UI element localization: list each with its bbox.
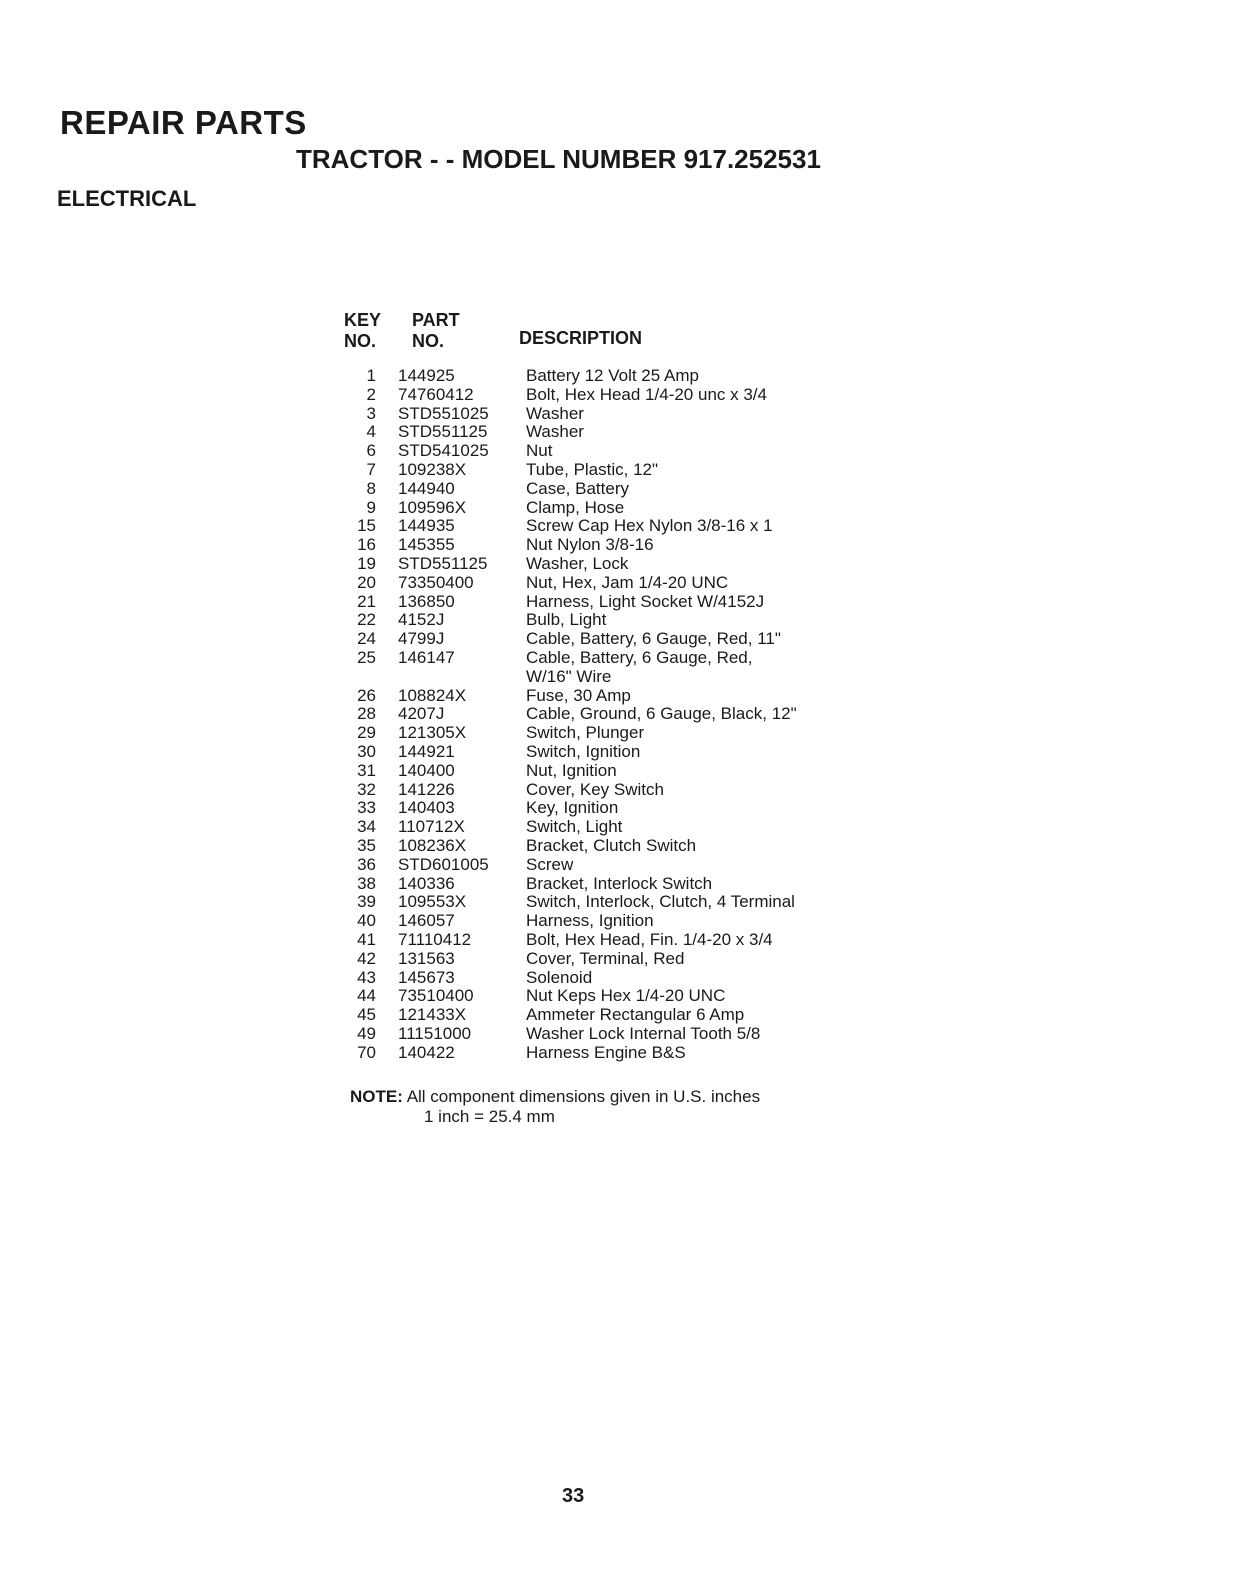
key-number: 2 (366, 384, 376, 404)
part-description: Cable, Battery, 6 Gauge, Red, W/16" Wire (526, 647, 753, 686)
part-description: Switch, Ignition (526, 741, 641, 761)
note-text: All component dimensions given in U.S. inches (406, 1087, 761, 1106)
part-description: Washer Lock Internal Tooth 5/8 (526, 1023, 761, 1043)
table-row (330, 423, 890, 442)
table-row (330, 875, 890, 894)
part-description: Harness, Ignition (526, 911, 654, 931)
part-description: Harness, Light Socket W/4152J (526, 591, 765, 611)
part-number: 109238X (398, 459, 467, 479)
part-number: 145355 (398, 535, 455, 555)
part-number: 140403 (398, 798, 455, 818)
table-row (330, 611, 890, 630)
part-number: 109553X (398, 892, 467, 912)
table-row (330, 799, 890, 818)
key-number: 35 (357, 835, 376, 855)
key-number: 29 (357, 723, 376, 743)
part-number: 4799J (398, 629, 445, 649)
table-row (330, 837, 890, 856)
part-number: STD551125 (398, 422, 488, 442)
part-description: Bolt, Hex Head 1/4-20 unc x 3/4 (526, 384, 767, 404)
table-row (330, 517, 890, 536)
part-number: 136850 (398, 591, 455, 611)
part-description: Switch, Plunger (526, 723, 645, 743)
key-number: 41 (357, 929, 376, 949)
part-description: Washer (526, 403, 584, 423)
part-number: 71110412 (398, 929, 472, 949)
part-number: 73350400 (398, 572, 474, 592)
key-number: 70 (357, 1042, 376, 1062)
table-row (330, 893, 890, 912)
model-number-heading: TRACTOR - - MODEL NUMBER 917.252531 (296, 144, 821, 174)
part-description: Ammeter Rectangular 6 Amp (526, 1005, 745, 1025)
table-row (330, 987, 890, 1006)
section-heading: ELECTRICAL (57, 186, 197, 211)
table-row (330, 856, 890, 875)
part-number: 144935 (398, 516, 455, 536)
part-description: Fuse, 30 Amp (526, 685, 631, 705)
part-number: 108824X (398, 685, 467, 705)
table-row (330, 912, 890, 931)
table-row (330, 555, 890, 574)
key-number: 26 (357, 685, 376, 705)
key-number: 24 (357, 629, 376, 649)
part-description: Nut, Ignition (526, 760, 617, 780)
key-number: 3 (366, 403, 376, 423)
table-row (330, 574, 890, 593)
table-row (330, 705, 890, 724)
part-description: Harness Engine B&S (526, 1042, 686, 1062)
part-number: 144940 (398, 478, 455, 498)
part-number: STD541025 (398, 441, 489, 461)
key-number: 22 (357, 610, 376, 630)
part-no-header-line1: PART (412, 310, 460, 330)
table-row (330, 442, 890, 461)
table-row (330, 950, 890, 969)
table-row (330, 931, 890, 950)
note-label: NOTE: (350, 1087, 403, 1106)
part-number: 146147 (398, 647, 455, 667)
part-number: 141226 (398, 779, 455, 799)
table-row (330, 536, 890, 555)
table-row (330, 687, 890, 706)
part-number: 121433X (398, 1005, 467, 1025)
key-number: 19 (357, 553, 376, 573)
part-description: Washer (526, 422, 584, 442)
table-row (330, 405, 890, 424)
part-description: Cover, Terminal, Red (526, 948, 685, 968)
key-number: 25 (357, 647, 376, 667)
table-row (330, 724, 890, 743)
part-number: 73510400 (398, 986, 474, 1006)
table-row (330, 461, 890, 480)
table-row (330, 743, 890, 762)
part-number: 144925 (398, 366, 455, 385)
part-description: Switch, Light (526, 817, 623, 837)
part-number: 4207J (398, 704, 445, 724)
table-row (330, 1006, 890, 1025)
part-description: Washer, Lock (526, 553, 629, 573)
table-row (330, 499, 890, 518)
key-number: 42 (357, 948, 376, 968)
part-number: 140400 (398, 760, 455, 780)
parts-list (330, 367, 890, 1062)
table-row (330, 818, 890, 837)
part-number: 144921 (398, 741, 455, 761)
part-description: Screw (526, 854, 574, 874)
part-description: Screw Cap Hex Nylon 3/8-16 x 1 (526, 516, 773, 536)
key-number: 4 (366, 422, 376, 442)
part-no-header-line2: NO. (412, 331, 445, 351)
key-number: 40 (357, 911, 376, 931)
table-row (330, 630, 890, 649)
key-number: 39 (357, 892, 376, 912)
key-number: 6 (366, 441, 376, 461)
table-row (330, 593, 890, 612)
table-row (330, 781, 890, 800)
part-number: 109596X (398, 497, 467, 517)
key-number: 32 (357, 779, 376, 799)
part-number: 146057 (398, 911, 455, 931)
part-description: Switch, Interlock, Clutch, 4 Terminal (526, 892, 795, 912)
key-number: 43 (357, 967, 376, 987)
table-row (330, 367, 890, 386)
key-number: 21 (357, 591, 376, 611)
note-conversion: 1 inch = 25.4 mm (424, 1107, 555, 1126)
part-number: 74760412 (398, 384, 474, 404)
part-number: 145673 (398, 967, 455, 987)
part-description: Bracket, Clutch Switch (526, 835, 697, 855)
key-number: 36 (357, 854, 376, 874)
part-description: Tube, Plastic, 12" (526, 459, 659, 479)
part-description: Nut, Hex, Jam 1/4-20 UNC (526, 572, 729, 592)
part-description: Key, Ignition (526, 798, 619, 818)
key-number: 30 (357, 741, 376, 761)
key-number: 33 (357, 798, 376, 818)
key-number: 8 (366, 478, 376, 498)
key-number: 20 (357, 572, 376, 592)
part-description: Cable, Ground, 6 Gauge, Black, 12" (526, 704, 797, 724)
table-row (330, 649, 890, 687)
key-no-header-line1: KEY (344, 310, 382, 330)
part-number: STD551025 (398, 403, 489, 423)
page-title: REPAIR PARTS (60, 104, 307, 141)
part-description: Clamp, Hose (526, 497, 625, 517)
table-row (330, 762, 890, 781)
table-row (330, 969, 890, 988)
table-row (330, 1044, 890, 1063)
part-no-header (412, 310, 460, 352)
key-number: 1 (366, 366, 376, 385)
key-number: 7 (366, 459, 376, 479)
part-description: Bracket, Interlock Switch (526, 873, 713, 893)
key-number: 16 (357, 535, 376, 555)
part-description: Nut Keps Hex 1/4-20 UNC (526, 986, 726, 1006)
key-number: 34 (357, 817, 376, 837)
part-description: Cover, Key Switch (526, 779, 664, 799)
description-header: DESCRIPTION (519, 328, 643, 348)
part-number: STD601005 (398, 854, 489, 874)
key-number: 44 (357, 986, 376, 1006)
part-description: Nut (526, 441, 553, 461)
key-number: 31 (357, 760, 376, 780)
key-number: 9 (366, 497, 376, 517)
key-number: 38 (357, 873, 376, 893)
key-number: 28 (357, 704, 376, 724)
part-description: Nut Nylon 3/8-16 (526, 535, 654, 555)
part-number: STD551125 (398, 553, 488, 573)
key-no-header-line2: NO. (344, 331, 377, 351)
part-number: 108236X (398, 835, 467, 855)
table-row (330, 386, 890, 405)
key-no-header (344, 310, 381, 352)
page-number: 33 (562, 1485, 585, 1507)
part-number: 140336 (398, 873, 455, 893)
part-number: 4152J (398, 610, 445, 630)
note-block (350, 1087, 760, 1127)
part-description: Solenoid (526, 967, 593, 987)
key-number: 49 (357, 1023, 376, 1043)
part-description: Cable, Battery, 6 Gauge, Red, 11" (526, 629, 781, 649)
part-description: Bulb, Light (526, 610, 607, 630)
part-number: 140422 (398, 1042, 455, 1062)
part-description: Bolt, Hex Head, Fin. 1/4-20 x 3/4 (526, 929, 773, 949)
part-number: 121305X (398, 723, 467, 743)
key-number: 15 (357, 516, 376, 536)
table-row (330, 480, 890, 499)
part-number: 110712X (398, 817, 465, 837)
part-description: Battery 12 Volt 25 Amp (526, 366, 699, 385)
part-number: 11151000 (398, 1023, 472, 1043)
key-number: 45 (357, 1005, 376, 1025)
part-description: Case, Battery (526, 478, 629, 498)
part-number: 131563 (398, 948, 455, 968)
table-row (330, 1025, 890, 1044)
